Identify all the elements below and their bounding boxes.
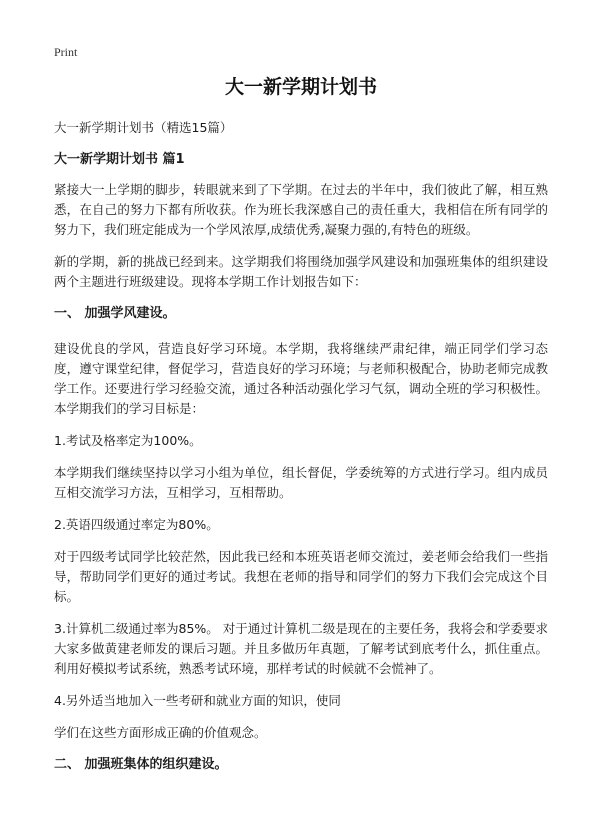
paragraph-values: 学们在这些方面形成正确的价值观念。 [54, 725, 267, 740]
section-title: 大一新学期计划书 篇1 [54, 152, 185, 167]
print-label: Print [54, 45, 78, 59]
goal-item-3: 3.计算机二级通过率为85%。 对于通过计算机二级是现在的主要任务，我将会和学委要求大家多做黄建老师发的课后习题。并且多做历年真题，了解考试到底考什么，抓住重点。利用好模拟考试系统，熟悉考试环境，那样考试的时候就不会慌神了。 [54, 621, 548, 676]
paragraph-cet4: 对于四级考试同学比较茫然，因此我已经和本班英语老师交流过，姜老师会给我们一些指导，帮助同学们更好的通过考试。我想在老师的指导和同学们的努力下我们会完成这个目标。 [54, 549, 548, 604]
heading-study-style: 一、 加强学风建设。 [54, 306, 176, 321]
paragraph-plan: 新的学期，新的挑战已经到来。这学期我们将围绕加强学风建设和加强班集体的组织建设两个主题进行班级建设。现将本学期工作计划报告如下： [54, 254, 548, 289]
goal-item-1: 1.考试及格率定为100%。 [54, 433, 202, 448]
paragraph-study-groups: 本学期我们继续坚持以学习小组为单位，组长督促，学委统筹的方式进行学习。组内成员互相交流学习方法，互相学习，互相帮助。 [54, 465, 548, 500]
paragraph-intro: 紧接大一上学期的脚步，转眼就来到了下学期。在过去的半年中，我们彼此了解，相互熟悉，在自己的努力下都有所收获。作为班长我深感自己的责任重大，我相信在所有同学的努力下，我们班定能成为一个学风浓厚,成绩优秀,凝聚力强的,有特色的班级。 [54, 182, 548, 237]
document-subtitle: 大一新学期计划书（精选15篇） [54, 120, 233, 135]
goal-item-4: 4.另外适当地加入一些考研和就业方面的知识，使同 [54, 693, 341, 708]
document-title: 大一新学期计划书 [224, 76, 377, 98]
paragraph-study-environment: 建设优良的学风，营造良好学习环境。本学期，我将继续严肃纪律，端正同学们学习态度，遵守课堂纪律，督促学习，营造良好的学习环境；与老师积极配合，协助老师完成教学工作。还要进行学习经验交流，通过各种活动强化学习气氛，调动全班的学习积极性。本学期我们的学习目标是： [54, 341, 548, 416]
heading-class-organization: 二、 加强班集体的组织建设。 [54, 757, 228, 772]
goal-item-2: 2.英语四级通过率定为80%。 [54, 517, 219, 532]
